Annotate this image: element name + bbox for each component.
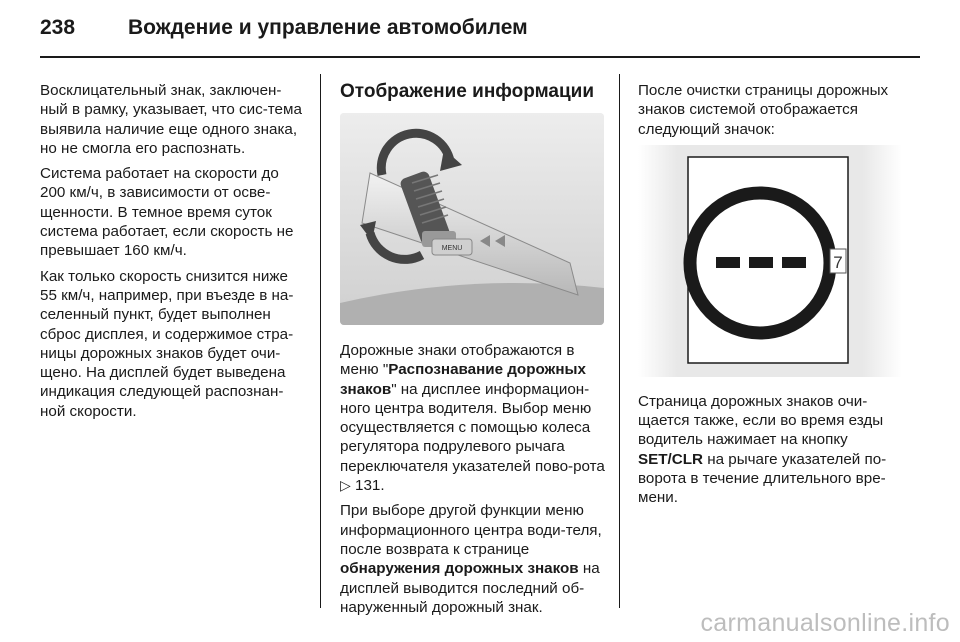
cleared-sign-illustration xyxy=(638,145,902,377)
watermark: carmanualsonline.info xyxy=(700,609,950,637)
menu-name-traffic-signs: Распознавание дорожных знаков xyxy=(340,361,586,398)
column-2 xyxy=(340,81,608,623)
stalk-illustration xyxy=(340,113,604,325)
paragraph-set-clr: Страница дорожных знаков очи-щается также, если во время езды водитель нажимает на кнопку SET/CLR на рычаге указателей по-ворота в течение длительного вре-мени. xyxy=(638,392,887,507)
column-3 xyxy=(638,81,906,514)
page-number: 238 xyxy=(40,16,76,39)
page-reference: 131. xyxy=(350,477,385,495)
header-rule xyxy=(40,56,920,58)
column-divider-2 xyxy=(619,74,620,608)
section-heading: Отображение информации xyxy=(340,81,595,102)
set-clr-button-name: SET/CLR xyxy=(638,450,703,468)
paragraph-menu-display: Дорожные знаки отображаются в меню "Распознавание дорожных знаков" на дисплее информацион-ного центра водителя. Выбор меню осуществляется с помощью колеса регулятора подрулевого рычага переключателя указателей пово-рота ▷ 131. xyxy=(340,342,605,495)
column-1 xyxy=(40,81,308,427)
menu-button-label: MENU xyxy=(441,245,463,252)
paragraph-reset: Как только скорость снизится ниже 55 км/ч, например, при въезде в на-селенный пункт, будет выполнен сброс дисплея, и содержимое стра-ницы дорожных знаков будет очи-щено. На дисплей будет выведена индикация следующей распознан-ной скорости. xyxy=(40,267,294,420)
figure-tag: 7 xyxy=(833,252,843,272)
paragraph-unrecognized-sign: Восклицательный знак, заключен-ный в рамку, указывает, что сис-тема выявила наличие еще одного знака, но не смогла его распознать. xyxy=(40,82,302,157)
page-title: Вождение и управление автомобилем xyxy=(128,16,528,39)
turn-signal-stalk-image xyxy=(340,113,604,325)
column-divider-1 xyxy=(320,74,321,608)
paragraph-speed-range: Система работает на скорости до 200 км/ч, в зависимости от осве-щенности. В темное время суток система работает, если скорость не превышает 160 км/ч. xyxy=(40,165,294,260)
paragraph-other-function: При выборе другой функции меню информационного центра води-теля, после возврата к странице обнаружения дорожных знаков на дисплей выводится последний об-наруженный дорожный знак. xyxy=(340,502,602,616)
page-name-sign-detection: обнаружения дорожных знаков xyxy=(340,560,579,578)
page-header xyxy=(40,16,920,52)
end-of-restriction-sign-image xyxy=(638,145,902,377)
page-reference-icon: ▷ xyxy=(340,477,351,494)
paragraph-after-clear: После очистки страницы дорожных знаков системой отображается следующий значок: xyxy=(638,82,889,138)
